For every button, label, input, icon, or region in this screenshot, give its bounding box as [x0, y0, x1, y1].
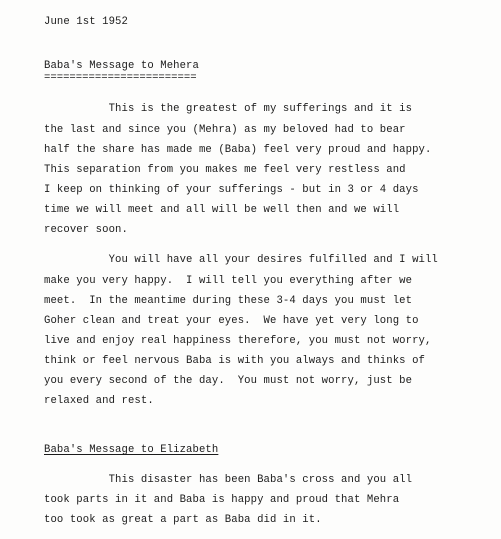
text-line: This disaster has been Baba's cross and you all	[44, 474, 413, 486]
heading-double-underline: ========================	[44, 72, 197, 84]
text-line: I keep on thinking of your sufferings - but in 3 or 4 days	[44, 184, 419, 196]
text-line: time we will meet and all will be well then and we will	[44, 204, 400, 216]
text-line: live and enjoy real happiness therefore, you must not worry,	[44, 335, 432, 347]
text-line: the last and since you (Mehra) as my beloved had to bear	[44, 124, 406, 136]
text-line: think or feel nervous Baba is with you always and thinks of	[44, 355, 425, 367]
section-heading-mehera: Baba's Message to Mehera	[44, 60, 199, 72]
text-line: half the share has made me (Baba) feel very proud and happy.	[44, 144, 432, 156]
text-line: This is the greatest of my sufferings and it is	[44, 103, 413, 115]
text-line: meet. In the meantime during these 3-4 days you must let	[44, 295, 413, 307]
text-line: took parts in it and Baba is happy and proud that Mehra	[44, 494, 400, 506]
text-line: you every second of the day. You must not worry, just be	[44, 375, 413, 387]
section-heading-elizabeth: Baba's Message to Elizabeth	[44, 444, 219, 456]
text-line: too took as great a part as Baba did in it.	[44, 514, 322, 526]
text-line: make you very happy. I will tell you everything after we	[44, 275, 413, 287]
text-line: This separation from you makes me feel very restless and	[44, 164, 406, 176]
document-date: June 1st 1952	[44, 16, 128, 28]
text-line: recover soon.	[44, 224, 128, 236]
text-line: Goher clean and treat your eyes. We have yet very long to	[44, 315, 419, 327]
text-line: You will have all your desires fulfilled and I will	[44, 254, 438, 266]
text-line: relaxed and rest.	[44, 395, 154, 407]
